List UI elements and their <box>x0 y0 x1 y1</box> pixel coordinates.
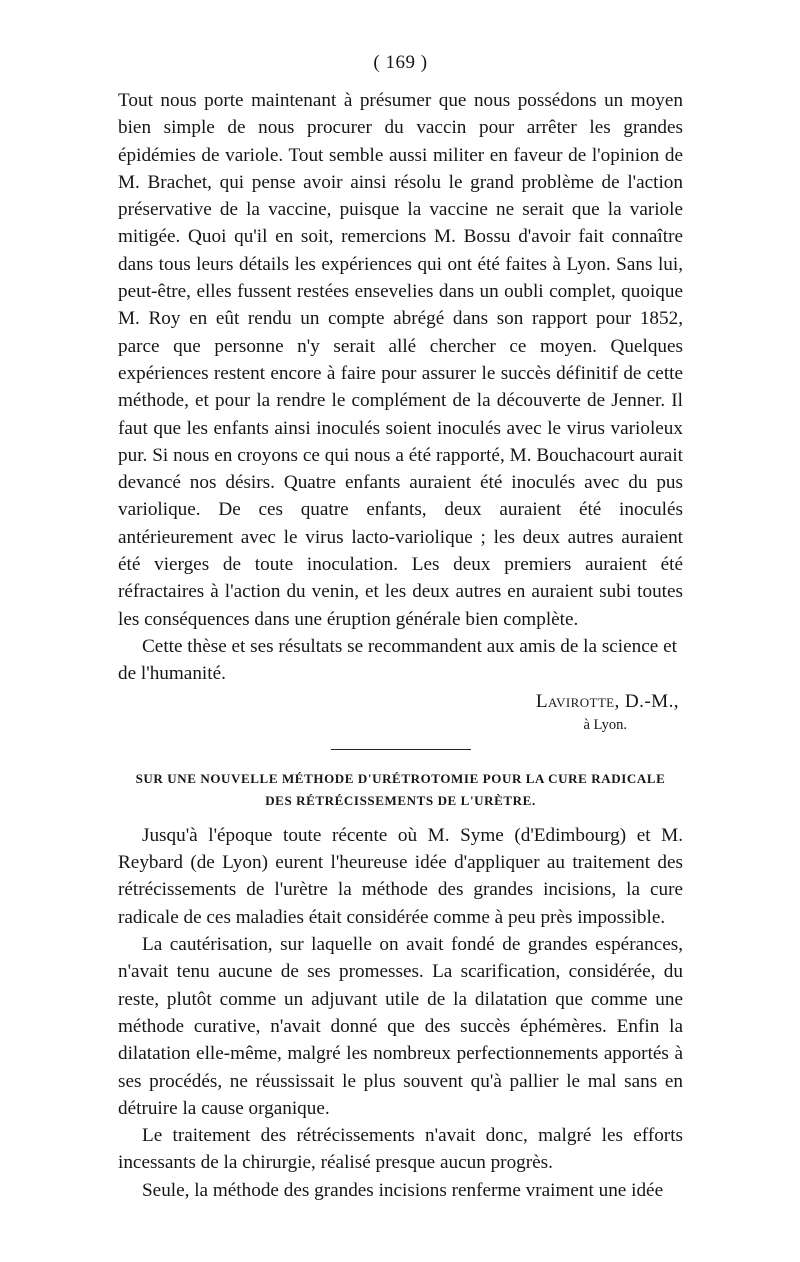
page-number: ( 169 ) <box>373 52 428 73</box>
signature-place: à Lyon. <box>583 716 627 733</box>
body-paragraph-1: Tout nous porte maintenant à présumer que nous possédons un moyen bien simple de nous procurer du vaccin pour arrêter les grandes épidémies de variole. Tout semble aussi militer en faveur de l'opinion de M. Brachet, qui pense avoir ainsi résolu le grand problème de l'action préservative de la vaccine, puisque la vaccine ne serait que la variole mitigée. Quoi qu'il en soit, remercions M. Bossu d'avoir fait connaître dans tous leurs détails les expériences qui ont été faites à Lyon. Sans lui, peut-être, elles fussent restées ensevelies dans un oubli complet, quoique M. Roy en eût rendu un compte abrégé dans son rapport pour 1852, parce que personne n'y serait allé chercher ce moyen. Quelques expériences restent encore à faire pour assurer le succès définitif de cette méthode, et pour la rendre le complément de la découverte de Jenner. Il faut que les enfants ainsi inoculés soient inoculés avec le virus varioleux pur. Si nous en croyons ce qui nous a été rapporté, M. Bouchacourt aurait devancé nos désirs. Quatre enfants auraient été inoculés avec du pus variolique. De ces quatre enfants, deux auraient été inoculés antérieurement avec le virus lacto-variolique ; les deux autres auraient été vierges de toute inoculation. Les deux premiers auraient été réfractaires à l'action du venin, et les deux autres en auraient subi toutes les conséquences dans une éruption générale bien complète. <box>118 90 683 630</box>
section-title-line-1: SUR UNE NOUVELLE MÉTHODE D'URÉTROTOMIE POUR LA CURE RADICALE <box>135 770 666 786</box>
book-page <box>118 52 683 1212</box>
section-title-line-2: DES RÉTRÉCISSEMENTS DE L'URÈTRE. <box>265 792 536 808</box>
section-divider <box>331 749 471 750</box>
body-paragraph-3: La cautérisation, sur laquelle on avait fondé de grandes espérances, n'avait tenu aucune de ses promesses. La scarification, considérée, du reste, plutôt comme un adjuvant utile de la dilatation que comme une méthode curative, n'avait donné que des succès éphémères. Enfin la dilatation elle-même, malgré les nombreux perfectionnements apportés à ses procédés, ne réussissait le plus souvent qu'à pallier le mal sans en détruire la cause organique. <box>118 934 683 1119</box>
section-title <box>118 768 683 812</box>
body-paragraph-5: Seule, la méthode des grandes incisions renferme vraiment une idée <box>142 1179 664 1201</box>
signature-name: Lavirotte, D.-M., <box>535 690 679 712</box>
closing-paragraph <box>118 633 683 688</box>
signature-line <box>118 688 683 715</box>
closing-text: Cette thèse et ses résultats se recommandent aux amis de la science et de l'humanité. <box>118 635 677 685</box>
body-paragraph-4: Le traitement des rétrécissements n'avait donc, malgré les efforts incessants de la chirurgie, réalisé presque aucun progrès. <box>118 1125 683 1174</box>
body-paragraph-2: Jusqu'à l'époque toute récente où M. Syme (d'Edimbourg) et M. Reybard (de Lyon) eurent l'heureuse idée d'appliquer au traitement des rétrécissements de l'urètre la méthode des grandes incisions, la cure radicale de ces maladies était considérée comme à peu près impossible. <box>118 824 683 928</box>
